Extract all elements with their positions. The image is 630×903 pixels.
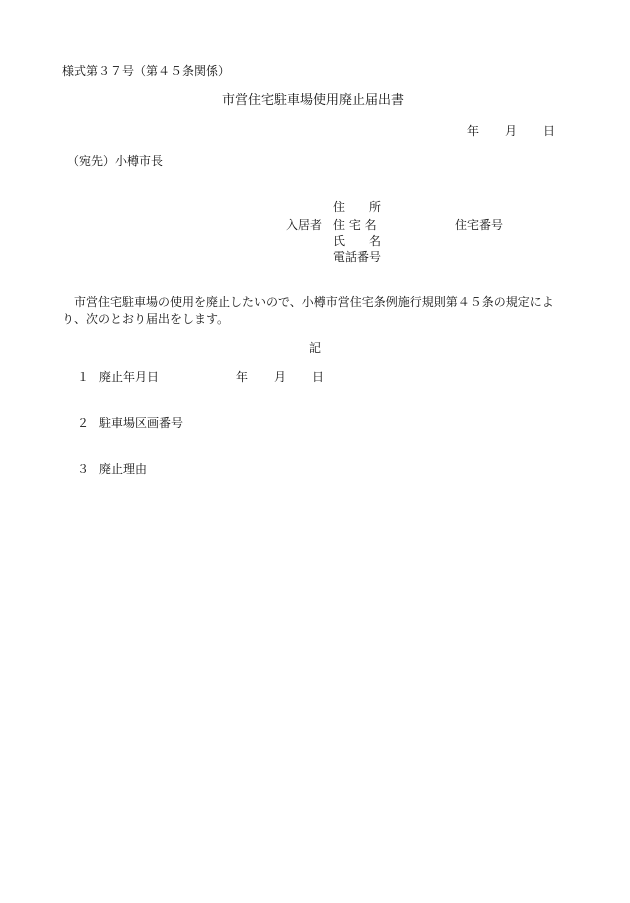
phone-label: 電話番号 [333, 250, 382, 264]
item-date-day: 日 [312, 370, 325, 384]
document-title: 市営住宅駐車場使用廃止届出書 [222, 93, 405, 108]
date-year-label: 年 [467, 124, 480, 138]
form-number: 様式第３７号（第４５条関係） [62, 64, 231, 78]
item-label-parking-space-number: 駐車場区画番号 [99, 416, 184, 430]
item-date-year: 年 [236, 370, 249, 384]
record-heading: 記 [309, 341, 322, 355]
item-number: ２ [77, 416, 90, 430]
date-day-label: 日 [543, 124, 556, 138]
name-label: 氏 名 [333, 234, 382, 248]
item-label-abolition-reason: 廃止理由 [99, 462, 148, 476]
declaration-text: 市営住宅駐車場の使用を廃止したいので、小樽市営住宅条例施行規則第４５条の規定により、次のとおり届出をします。 [62, 295, 554, 326]
address-label: 住 所 [333, 200, 382, 214]
date-month-label: 月 [505, 124, 518, 138]
item-label-abolition-date: 廃止年月日 [99, 370, 160, 384]
housing-name-label: 住 宅 名 [333, 218, 377, 232]
item-date-month: 月 [274, 370, 287, 384]
addressee: （宛先）小樽市長 [67, 154, 164, 168]
applicant-role-label: 入居者 [286, 218, 323, 232]
submission-date [467, 124, 555, 138]
house-number-label: 住宅番号 [455, 218, 504, 232]
item-number: ３ [77, 462, 90, 476]
abolition-date-fields [236, 370, 324, 384]
item-number: １ [77, 370, 90, 384]
